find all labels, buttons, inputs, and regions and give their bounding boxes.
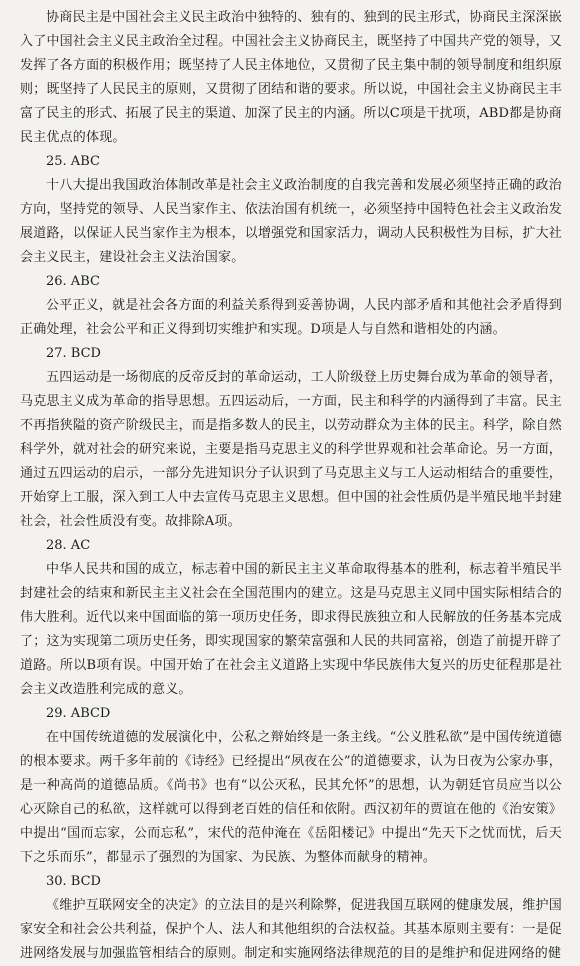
paragraph-30-explanation: 《维护互联网安全的决定》的立法目的是兴利除弊，促进我国互联网的健康发展，维护国家安全和社会公共利益，保护个人、法人和其他组织的合法权益。其基本原则主要有：一是促进网络发展与加强监管相结合的原则。制定和实施网络法律规范的目的是维护和促进网络的健: [20, 898, 562, 961]
paragraph-28-explanation: 中华人民共和国的成立，标志着中国的新民主主义革命取得基本的胜利，标志着半殖民半封建社会的结束和新民主主义社会在全国范围内的建立。这是马克思主义同中国实际相结合的伟大胜利。近代以来中国面临的第一项历史任务，即求得民族独立和人民解放的任务基本完成了；这为实现第二项历史任务，即实现国家的繁荣富强和人民的共同富裕，创造了前提开辟了道路。所以B项有误。中国开始了在社会主义道路上实现中华民族伟大复兴的历史征程那是社会主义改造胜利完成的意义。: [20, 562, 562, 697]
answer-29: 29. ABCD: [46, 706, 111, 721]
paragraph-29-explanation: 在中国传统道德的发展演化中，公私之辩始终是一条主线。“公义胜私欲”是中国传统道德的根本要求。两千多年前的《诗经》已经提出“夙夜在公”的道德要求，认为日夜为公家办事，是一种高尚的道德品质。《尚书》也有“以公灭私，民其允怀”的思想，认为朝廷官员应当以公心灭除自己的私欲，这样就可以得到老百姓的信任和依附。西汉初年的贾谊在他的《治安策》中提出“国而忘家，公而忘私”，宋代的范仲淹在《岳阳楼记》中提出“先天下之忧而忧，后天下之乐而乐”，都显示了强烈的为国家、为民族、为整体而献身的精神。: [20, 730, 562, 865]
answer-30: 30. BCD: [46, 874, 101, 889]
answer-25: 25. ABC: [46, 154, 100, 169]
paragraph-24-explanation: 协商民主是中国社会主义民主政治中独特的、独有的、独到的民主形式，协商民主深深嵌入了中国社会主义民主政治全过程。中国社会主义协商民主，既坚持了中国共产党的领导，又发挥了各方面的积极作用；既坚持了人民主体地位，又贯彻了民主集中制的领导制度和组织原则；既坚持了人民民主的原则，又贯彻了团结和谐的要求。所以说，中国社会主义协商民主丰富了民主的形式、拓展了民主的渠道、加深了民主的内涵。所以C项是干扰项，ABD都是协商民主优点的体现。: [20, 10, 562, 145]
paragraph-25-explanation: 十八大提出我国政治体制改革是社会主义政治制度的自我完善和发展必须坚持正确的政治方向，坚持党的领导、人民当家作主、依法治国有机统一，必须坚持中国特色社会主义政治发展道路，以保证人民当家作主为根本，以增强党和国家活力，调动人民积极性为目标，扩大社会主义民主，建设社会主义法治国家。: [20, 178, 562, 265]
answer-28: 28. AC: [46, 538, 91, 553]
answer-26: 26. ABC: [46, 274, 100, 289]
paragraph-27-explanation: 五四运动是一场彻底的反帝反封的革命运动，工人阶级登上历史舞台成为革命的领导者，马克思主义成为革命的指导思想。五四运动后，一方面，民主和科学的内涵得到了丰富。民主不再指狭隘的资产阶级民主，而是指多数人的民主，以劳动群众为主体的民主。科学，除自然科学外，就对社会的研究来说，主要是指马克思主义的科学世界观和社会革命论。另一方面，通过五四运动的启示，一部分先进知识分子认识到了马克思主义与工人运动相结合的重要性，开始穿上工服，深入到工人中去宣传马克思主义思想。但中国的社会性质仍是半殖民地半封建社会，社会性质没有变。故排除A项。: [20, 370, 562, 529]
answer-27: 27. BCD: [46, 346, 101, 361]
paragraph-26-explanation: 公平正义，就是社会各方面的利益关系得到妥善协调，人民内部矛盾和其他社会矛盾得到正确处理，社会公平和正义得到切实维护和实现。D项是人与自然和谐相处的内涵。: [20, 298, 562, 337]
